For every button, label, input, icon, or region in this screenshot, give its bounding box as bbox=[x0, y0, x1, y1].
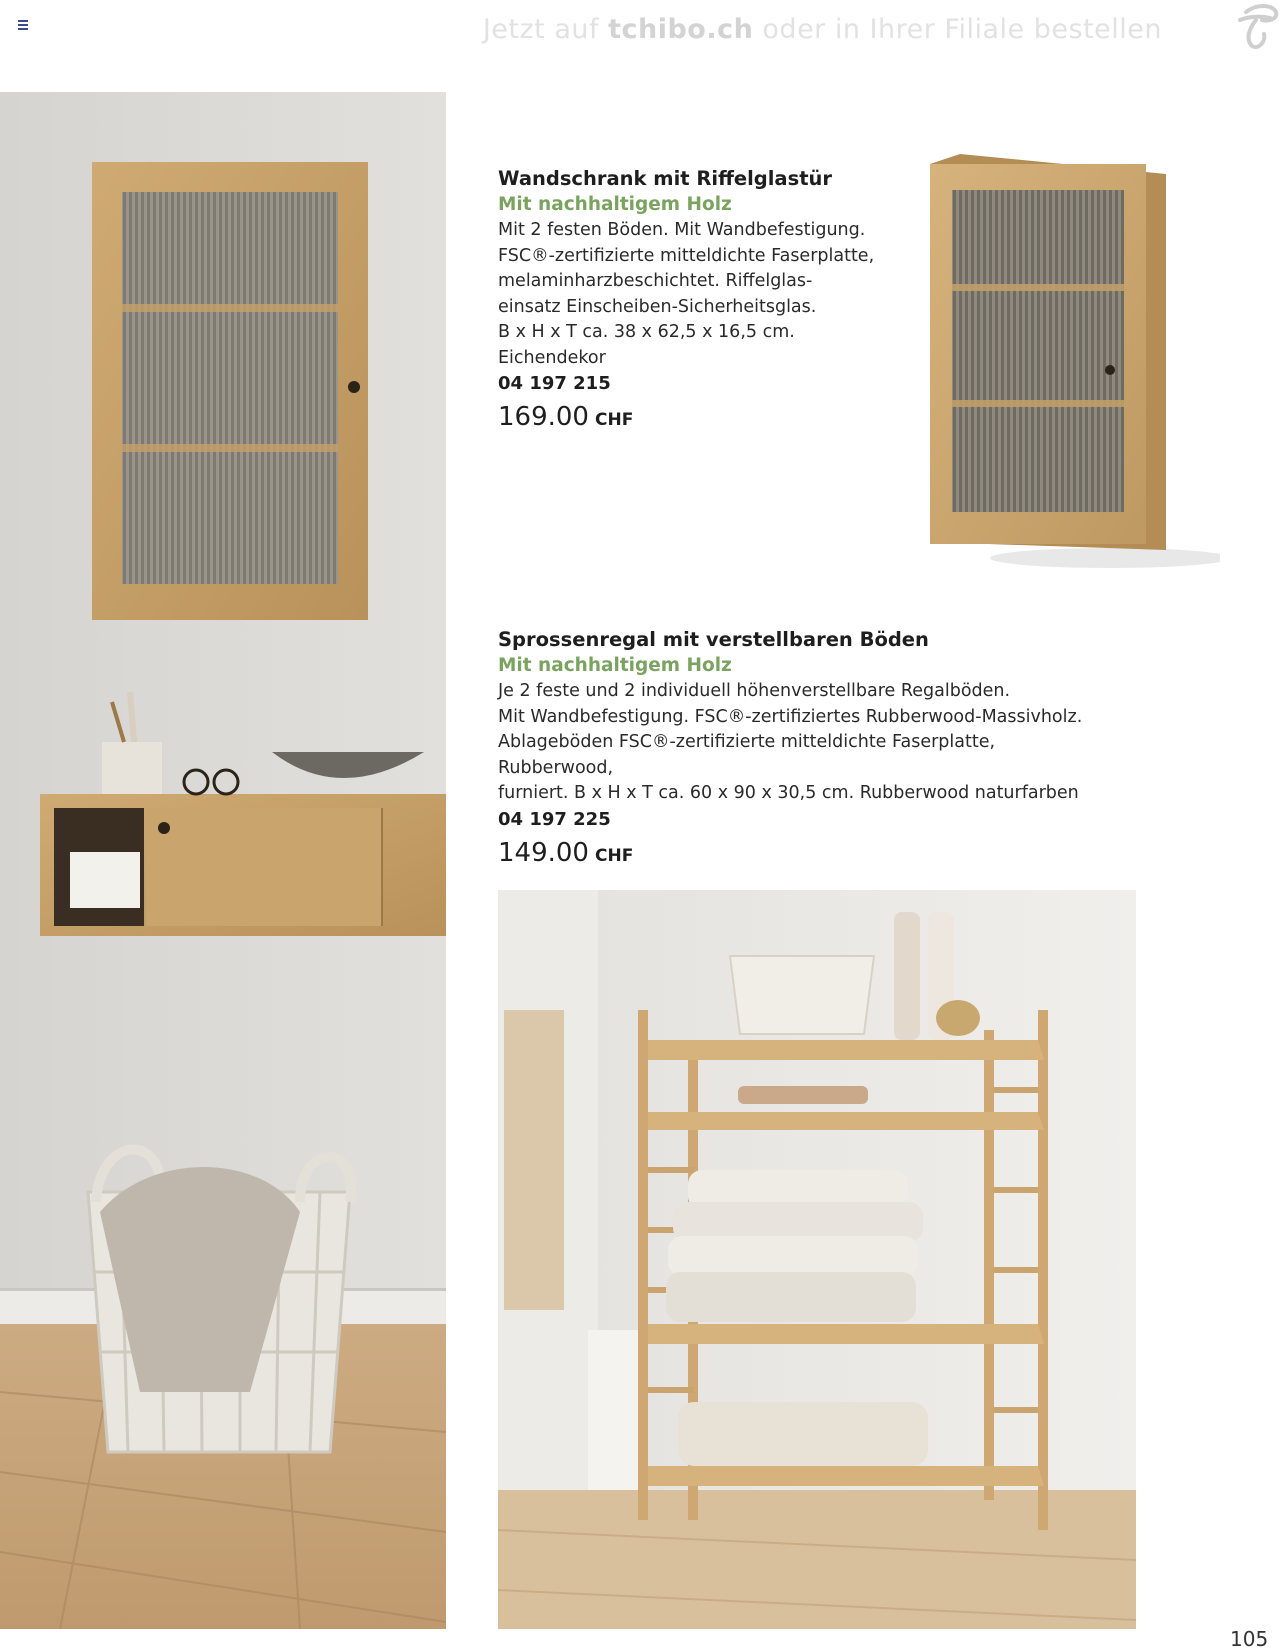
bathroom-lifestyle-photo bbox=[0, 92, 446, 1629]
tagline-brand-link[interactable]: tchibo.ch bbox=[608, 14, 754, 45]
product-description-line: einsatz Einscheiben-Sicherheitsglas. bbox=[498, 296, 817, 317]
price-currency: CHF bbox=[594, 845, 634, 866]
product-description-line: furniert. B x H x T ca. 60 x 90 x 30,5 cm. Rubberwood naturfarben bbox=[498, 783, 1079, 803]
header-tagline bbox=[483, 12, 1162, 48]
article-number: 04 197 215 bbox=[498, 373, 611, 394]
product-subtitle: Mit nachhaltigem Holz bbox=[498, 655, 732, 676]
product-description-line: FSC®-zertifizierte mitteldichte Faserplatte, bbox=[498, 245, 875, 266]
price bbox=[498, 835, 1098, 874]
product-description-line: melaminharzbeschichtet. Riffelglas- bbox=[498, 271, 813, 291]
product-description-line: Eichendekor bbox=[498, 347, 606, 368]
product-ladder-shelf bbox=[498, 627, 1098, 874]
wall-cabinet-product-photo bbox=[920, 150, 1220, 570]
tagline-post: oder in Ihrer Filiale bestellen bbox=[753, 14, 1162, 45]
price-value: 169.00 bbox=[498, 402, 589, 432]
wall-cabinet-illustration bbox=[920, 150, 1220, 570]
product-title: Sprossenregal mit verstellbaren Böden bbox=[498, 628, 929, 651]
article-number: 04 197 225 bbox=[498, 808, 611, 830]
product-title: Wandschrank mit Riffelglastür bbox=[498, 167, 833, 190]
product-description-line: B x H x T ca. 38 x 62,5 x 16,5 cm. bbox=[498, 322, 795, 342]
product-description-line: Mit 2 festen Böden. Mit Wandbefestigung. bbox=[498, 220, 866, 240]
product-description-line: Je 2 feste und 2 individuell höhenverstellbare Regalböden. bbox=[498, 681, 1011, 701]
price-currency: CHF bbox=[594, 410, 634, 430]
product-description-line: Ablageböden FSC®-zertifizierte mitteldichte Faserplatte, Rubberwood, bbox=[498, 732, 996, 778]
tagline-pre: Jetzt auf bbox=[482, 14, 609, 45]
ladder-shelf-photo bbox=[498, 890, 1136, 1629]
bathroom-scene-illustration bbox=[0, 92, 446, 1629]
tchibo-logo-icon bbox=[1232, 2, 1280, 52]
page-number: 105 bbox=[1230, 1627, 1269, 1651]
price-value: 149.00 bbox=[498, 837, 589, 868]
product-subtitle: Mit nachhaltigem Holz bbox=[498, 194, 732, 215]
ladder-shelf-illustration bbox=[498, 890, 1136, 1629]
product-description-line: Mit Wandbefestigung. FSC®-zertifiziertes Rubberwood-Massivholz. bbox=[498, 706, 1083, 727]
menu-icon[interactable] bbox=[18, 20, 28, 32]
